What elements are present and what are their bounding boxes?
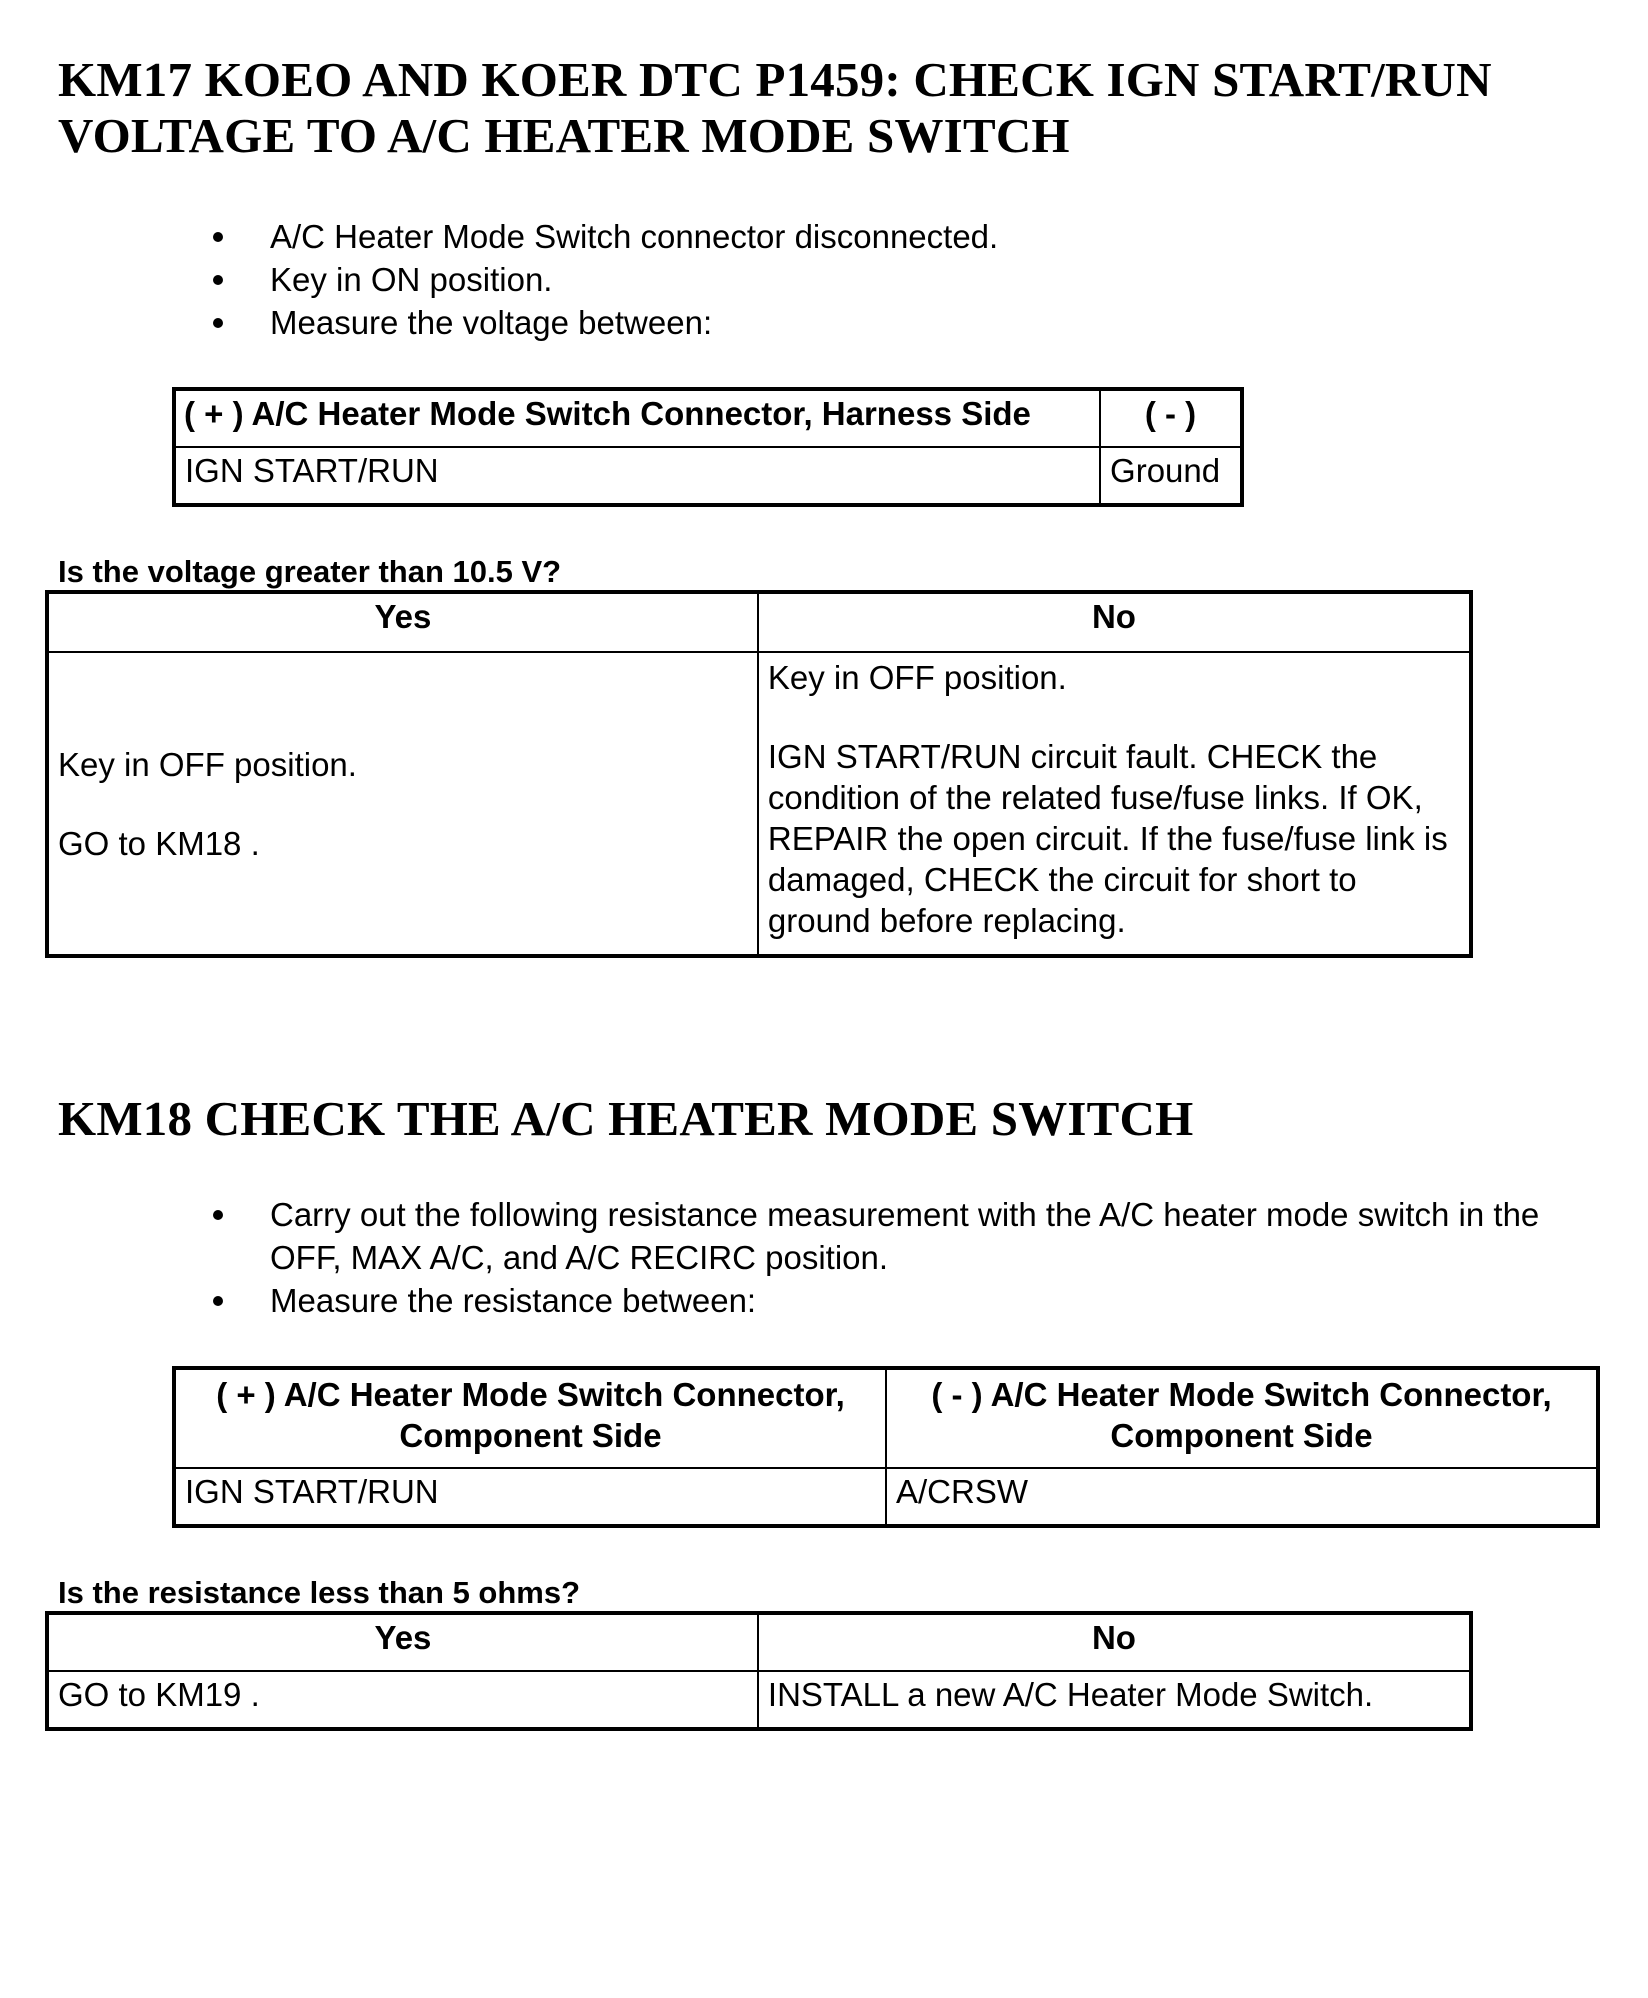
- km18-yes-cell: GO to KM19 .: [47, 1671, 758, 1729]
- km17-measure-table: [172, 387, 1244, 507]
- km18-measure-header-positive: ( + ) A/C Heater Mode Switch Connector, Component Side: [174, 1368, 886, 1468]
- km18-measure-cell-positive: IGN START/RUN: [174, 1468, 886, 1526]
- km18-result-row: [47, 1671, 1471, 1729]
- km17-no-cell: [758, 652, 1471, 956]
- km18-bullet: Measure the resistance between:: [210, 1279, 1610, 1322]
- km18-question: Is the resistance less than 5 ohms?: [58, 1575, 581, 1610]
- km17-measure-cell-positive: IGN START/RUN: [174, 447, 1100, 505]
- km18-measure-row: [174, 1468, 1598, 1526]
- km18-measure-header-negative: ( - ) A/C Heater Mode Switch Connector, Component Side: [886, 1368, 1598, 1468]
- km17-measure-header-row: [174, 389, 1242, 447]
- km17-no-line: IGN START/RUN circuit fault. CHECK the condition of the related fuse/fuse links. If OK, REPAIR the open circuit. If the fuse/fuse link is damaged, CHECK the circuit for short to ground before replacing.: [767, 738, 1448, 939]
- km18-result-header-row: [47, 1613, 1471, 1671]
- km18-bullet: Carry out the following resistance measurement with the A/C heater mode switch in the OFF, MAX A/C, and A/C RECIRC position.: [210, 1193, 1610, 1279]
- km17-title-line2: VOLTAGE TO A/C HEATER MODE SWITCH: [58, 108, 1070, 163]
- km17-bullet: Measure the voltage between:: [210, 301, 1510, 344]
- km17-result-row: [47, 652, 1471, 956]
- km17-yes-cell: [47, 652, 758, 956]
- km18-no-cell: INSTALL a new A/C Heater Mode Switch.: [758, 1671, 1471, 1729]
- km17-yes-line: GO to KM18 .: [58, 824, 260, 862]
- km18-measure-header-row: [174, 1368, 1598, 1468]
- km18-result-table: [45, 1611, 1473, 1731]
- km17-measure-header-positive: ( + ) A/C Heater Mode Switch Connector, Harness Side: [174, 389, 1100, 447]
- km18-no-header: No: [758, 1613, 1471, 1671]
- km17-measure-header-negative: ( - ): [1100, 389, 1242, 447]
- km17-bullet: Key in ON position.: [210, 258, 1510, 301]
- km17-yes-header: Yes: [47, 592, 758, 652]
- km18-measure-cell-negative: A/CRSW: [886, 1468, 1598, 1526]
- km17-measure-cell-negative: Ground: [1100, 447, 1242, 505]
- km17-result-table: [45, 590, 1473, 958]
- km17-no-line: Key in OFF position.: [767, 659, 1067, 696]
- km17-question: Is the voltage greater than 10.5 V?: [58, 554, 562, 589]
- km18-instructions: [210, 1193, 1610, 1322]
- km17-result-header-row: [47, 592, 1471, 652]
- km17-instructions: [210, 215, 1510, 344]
- km18-measure-table: [172, 1366, 1600, 1528]
- km17-yes-line: Key in OFF position.: [58, 745, 357, 783]
- km18-title: KM18 CHECK THE A/C HEATER MODE SWITCH: [58, 1091, 1194, 1146]
- km17-title-line1: KM17 KOEO AND KOER DTC P1459: CHECK IGN START/RUN: [58, 52, 1492, 107]
- km17-title: [58, 52, 1618, 164]
- km17-measure-row: [174, 447, 1242, 505]
- km17-bullet: A/C Heater Mode Switch connector disconnected.: [210, 215, 1510, 258]
- km17-no-header: No: [758, 592, 1471, 652]
- km18-yes-header: Yes: [47, 1613, 758, 1671]
